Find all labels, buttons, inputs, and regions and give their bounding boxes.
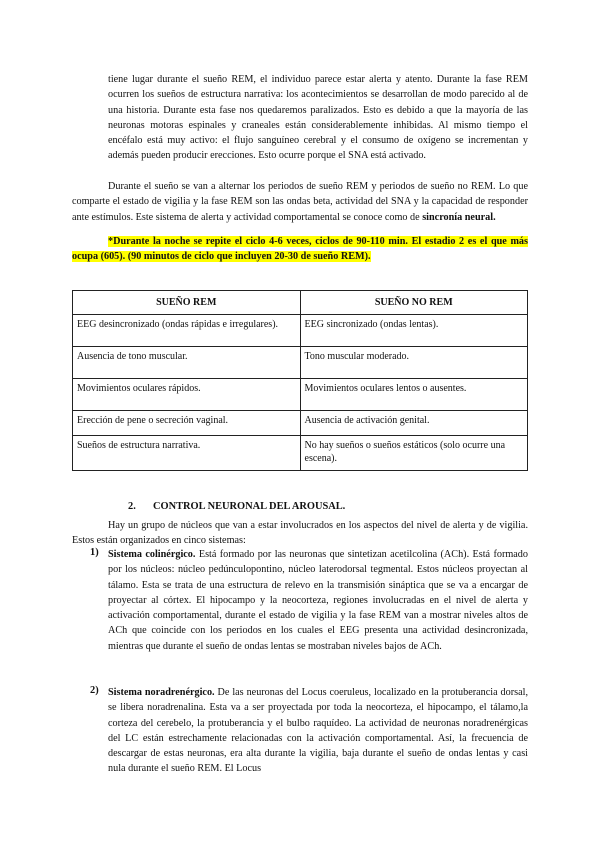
table-row	[73, 411, 528, 436]
intro-paragraph-1: tiene lugar durante el sueño REM, el individuo parece estar alerta y atento. Durante la fase REM ocurren los sueños de estructura narrativa: los acontecimientos se desarrollan de modo parecido al de una historia. Durante esta fase nos quedaremos paralizados. Esto es debido a que la mayoría de las neuronas motoras espinales y craneales están considerablemente inhibidas. Al mismo tiempo el encéfalo está muy activo: el flujo sanguíneo cerebral y el consumo de oxígeno se incrementan y además pueden producir erecciones. Esto ocurre porque el SNA está activado.	[108, 74, 528, 162]
table-cell: No hay sueños o sueños estáticos (solo ocurre una escena).	[300, 436, 528, 471]
table-header-row	[73, 291, 528, 315]
list-item-1-name: Sistema colinérgico.	[108, 549, 196, 560]
sincronia-neural-term: sincronía neural.	[422, 211, 496, 223]
cycle-note	[72, 234, 528, 265]
list-marker-1: 1)	[90, 547, 99, 558]
header-rem: SUEÑO REM	[73, 291, 301, 315]
list-item-colinergico	[108, 547, 528, 654]
table-row	[73, 379, 528, 411]
section-number: 2.	[128, 501, 136, 512]
section-intro: Hay un grupo de núcleos que van a estar involucrados en los aspectos del nivel de alerta y de vigilia. Estos están organizados en cinco sistemas:	[72, 520, 528, 547]
table-cell: EEG desincronizado (ondas rápidas e irregulares).	[73, 315, 301, 347]
table-cell: EEG sincronizado (ondas lentas).	[300, 315, 528, 347]
table-cell: Movimientos oculares rápidos.	[73, 379, 301, 411]
table-cell: Erección de pene o secreción vaginal.	[73, 411, 301, 436]
table-row	[73, 436, 528, 471]
list-item-noradrenergico	[108, 685, 528, 777]
section-title: CONTROL NEURONAL DEL AROUSAL.	[153, 501, 346, 512]
list-item-2-text: De las neuronas del Locus coeruleus, localizado en la protuberancia dorsal, se libera noradrenalina. Esta va a ser proyectada por toda la neocorteza, el hipocampo, el tálamo,la corteza del cerebelo, la protuberancia y el bulbo raquídeo. La actividad de neuronas noradrenérgicas del LC están estrechamente relacionadas con la activación comportamental. Así, la frecuencia de descargar de estas neuronas, era alta durante la vigilia, baja durante el sueño de ondas lentas y casi nula durante el sueño REM. El Locus	[108, 687, 529, 775]
intro-paragraph-2-text: Durante el sueño se van a alternar los periodos de sueño REM y periodos de sueño no REM. Lo que comparte el estado de vigilia y la fase REM son las ondas beta, actividad del SNA y la capacidad de responder ante estímulos. Este sistema de alerta y actividad comportamental se conoce como de	[72, 181, 528, 223]
section-heading	[128, 501, 345, 512]
header-non-rem: SUEÑO NO REM	[300, 291, 528, 315]
table-cell: Movimientos oculares lentos o ausentes.	[300, 379, 528, 411]
intro-paragraph-2	[72, 179, 528, 225]
table-row	[73, 347, 528, 379]
table-cell: Ausencia de tono muscular.	[73, 347, 301, 379]
cycle-note-highlight: *Durante la noche se repite el ciclo 4-6 veces, ciclos de 90-110 min. El estadio 2 es el que más ocupa (605). (90 minutos de ciclo que incluyen 20-30 de sueño REM).	[72, 236, 528, 263]
table-cell: Tono muscular moderado.	[300, 347, 528, 379]
table-cell: Sueños de estructura narrativa.	[73, 436, 301, 471]
list-item-1-text: Está formado por las neuronas que sintetizan acetilcolina (ACh). Está formado por los núcleos: núcleo pedúnculopontino, núcleo laterodorsal tegmental. Estos núcleos proyectan al tálamo. Esta se trata de una estructura de relevo en la transmisión sináptica que se va a encargar de proyectar al córtex. El hipocampo y la neocorteza, regiones involucradas en el nivel de alerta y activación comportamental, durante el estado de vigilia y la fase REM van a mostrar niveles altos de ACh que coincide con los periodos en los cuales el EEG presenta una actividad desincronizada, mientras que durante el sueño de ondas lentas se mostraban niveles bajos de ACh.	[108, 549, 528, 652]
rem-vs-nonrem-table	[72, 290, 528, 471]
list-marker-2: 2)	[90, 685, 99, 696]
table-cell: Ausencia de activación genital.	[300, 411, 528, 436]
list-item-2-name: Sistema noradrenérgico.	[108, 687, 215, 698]
table-row	[73, 315, 528, 347]
